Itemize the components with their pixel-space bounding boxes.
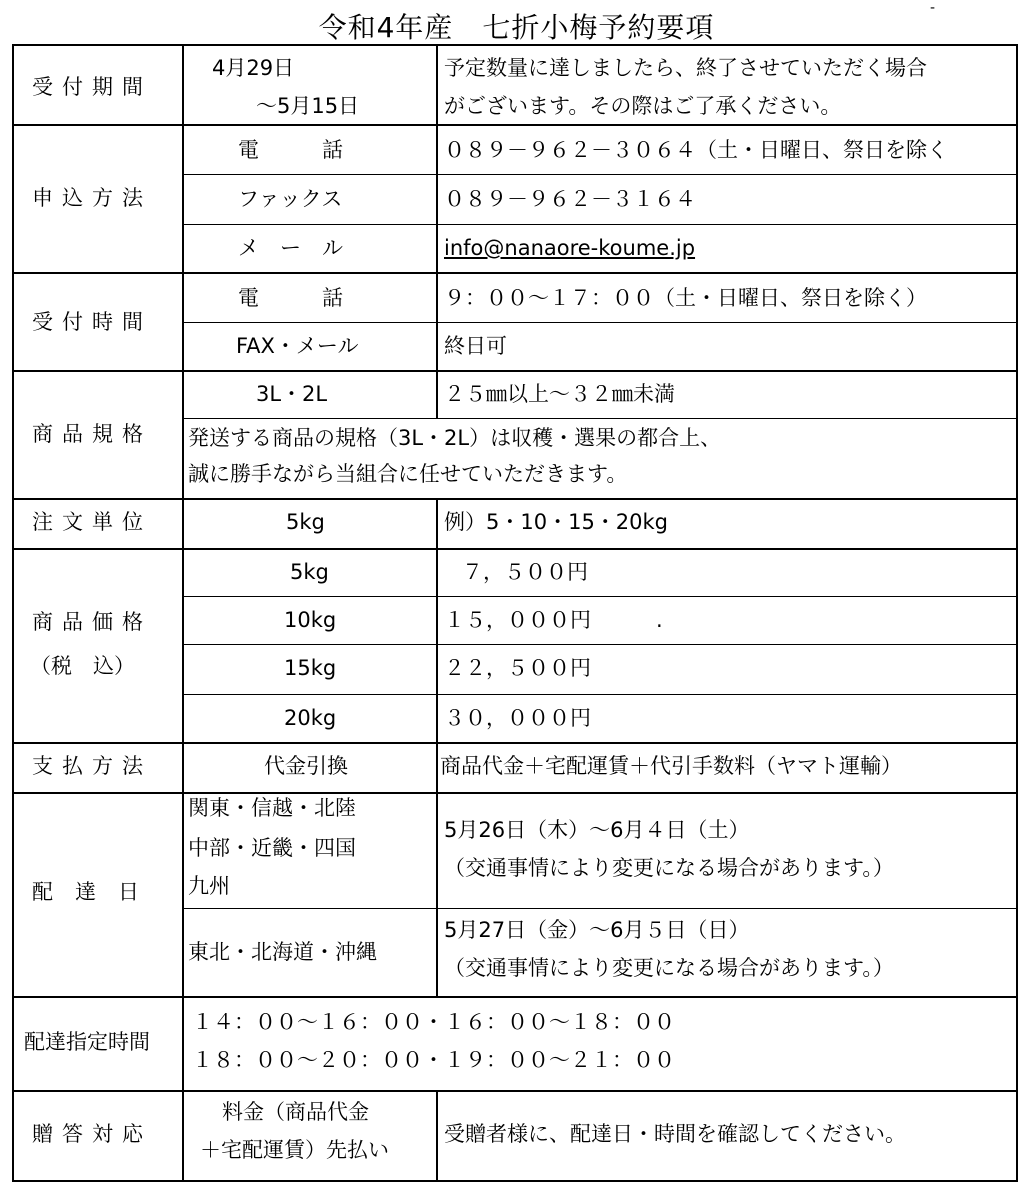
price-value: １５，０００円 <box>444 608 591 632</box>
price-value: ７，５００円 <box>462 560 588 584</box>
reception-period-start: 4月29日 <box>212 56 295 80</box>
page-title: 令和4年産 七折小梅予約要項 <box>318 11 715 44</box>
row-divider <box>182 694 1018 695</box>
corner-mark: - <box>930 0 936 16</box>
reception-hours-faxmail-label: FAX・メール <box>236 334 359 358</box>
price-weight: 5kg <box>290 560 329 584</box>
divider <box>12 742 1018 744</box>
specs-label: 商品規格 <box>32 422 152 446</box>
reception-hours-phone-label: 電 話 <box>238 286 343 310</box>
application-fax-label: ファックス <box>238 187 343 211</box>
price-weight: 20kg <box>284 706 337 730</box>
delivery-region: 東北・北海道・沖縄 <box>188 940 377 964</box>
divider <box>12 996 1018 998</box>
application-label: 申込方法 <box>32 186 152 210</box>
specs-size-value: ２５㎜以上～３２㎜未満 <box>444 382 675 406</box>
column-divider <box>436 44 438 418</box>
gift-method-1: 料金（商品代金 <box>222 1100 369 1124</box>
row-divider <box>182 322 1018 323</box>
price-value: ３０，０００円 <box>444 706 591 730</box>
divider <box>12 548 1018 550</box>
order-unit-label: 注文単位 <box>32 510 152 534</box>
specs-note-2: 誠に勝手ながら当組合に任せていただきます。 <box>188 462 628 486</box>
row-divider <box>182 224 1018 225</box>
row-divider <box>182 596 1018 597</box>
specs-size-label: 3L・2L <box>256 382 328 406</box>
reception-period-note-1: 予定数量に達しましたら、終了させていただく場合 <box>444 56 927 80</box>
payment-detail: 商品代金＋宅配運賃＋代引手数料（ヤマト運輸） <box>440 754 902 778</box>
stray-mark: . <box>656 608 663 632</box>
gift-note: 受贈者様に、配達日・時間を確認してください。 <box>444 1122 906 1146</box>
row-divider <box>182 174 1018 175</box>
order-unit-example: 例）5・10・15・20kg <box>444 510 669 534</box>
price-weight: 10kg <box>284 608 337 632</box>
prices-sublabel: （税 込） <box>30 654 135 678</box>
gift-method-2: ＋宅配運賃）先払い <box>200 1138 389 1162</box>
delivery-date: 5月27日（金）～6月５日（日） <box>444 918 750 942</box>
divider <box>12 792 1018 794</box>
divider <box>12 124 1018 126</box>
delivery-time-slots: １８：００～２０：００・１９：００～２１：００ <box>192 1048 675 1072</box>
application-mail-link[interactable]: info@nanaore-koume.jp <box>444 236 696 260</box>
divider <box>12 1090 1018 1092</box>
application-phone-label: 電 話 <box>238 138 343 162</box>
column-divider <box>436 498 438 996</box>
reception-period-label: 受付期間 <box>32 75 152 99</box>
row-divider <box>182 644 1018 645</box>
application-fax-number: ０８９－９６２－３１６４ <box>444 187 696 211</box>
delivery-note: （交通事情により変更になる場合があります。） <box>444 956 894 980</box>
reception-hours-phone: ９：００～１７：００（土・日曜日、祭日を除く） <box>444 286 927 310</box>
delivery-time-label: 配達指定時間 <box>24 1030 150 1054</box>
price-value: ２２，５００円 <box>444 656 591 680</box>
delivery-label: 配達日 <box>32 880 161 904</box>
delivery-region: 関東・信越・北陸 <box>188 796 356 820</box>
divider <box>12 370 1018 372</box>
reception-hours-faxmail: 終日可 <box>444 334 507 358</box>
reception-period-end: ～5月15日 <box>256 94 360 118</box>
reception-period-note-2: がございます。その際はご了承ください。 <box>444 94 842 118</box>
delivery-region: 九州 <box>188 874 230 898</box>
delivery-date: 5月26日（木）～6月４日（土） <box>444 818 750 842</box>
application-mail-label: メ ー ル <box>238 236 343 260</box>
divider <box>12 498 1018 500</box>
order-unit-value: 5kg <box>286 510 325 534</box>
delivery-region: 中部・近畿・四国 <box>188 836 356 860</box>
gift-label: 贈答対応 <box>32 1122 152 1146</box>
prices-label: 商品価格 <box>32 610 152 634</box>
reception-hours-label: 受付時間 <box>32 310 152 334</box>
delivery-time-slots: １４：００～１６：００・１６：００～１８：００ <box>192 1010 675 1034</box>
column-divider <box>436 1090 438 1182</box>
divider <box>12 272 1018 274</box>
column-divider <box>182 44 184 1182</box>
row-divider <box>182 418 1018 419</box>
price-weight: 15kg <box>284 656 337 680</box>
payment-method: 代金引換 <box>264 754 348 778</box>
application-phone-number: ０８９－９６２－３０６４（土・日曜日、祭日を除く <box>444 138 948 162</box>
payment-label: 支払方法 <box>32 754 152 778</box>
specs-note-1: 発送する商品の規格（3L・2L）は収穫・選果の都合上、 <box>188 426 722 450</box>
row-divider <box>182 908 1018 909</box>
delivery-note: （交通事情により変更になる場合があります。） <box>444 856 894 880</box>
